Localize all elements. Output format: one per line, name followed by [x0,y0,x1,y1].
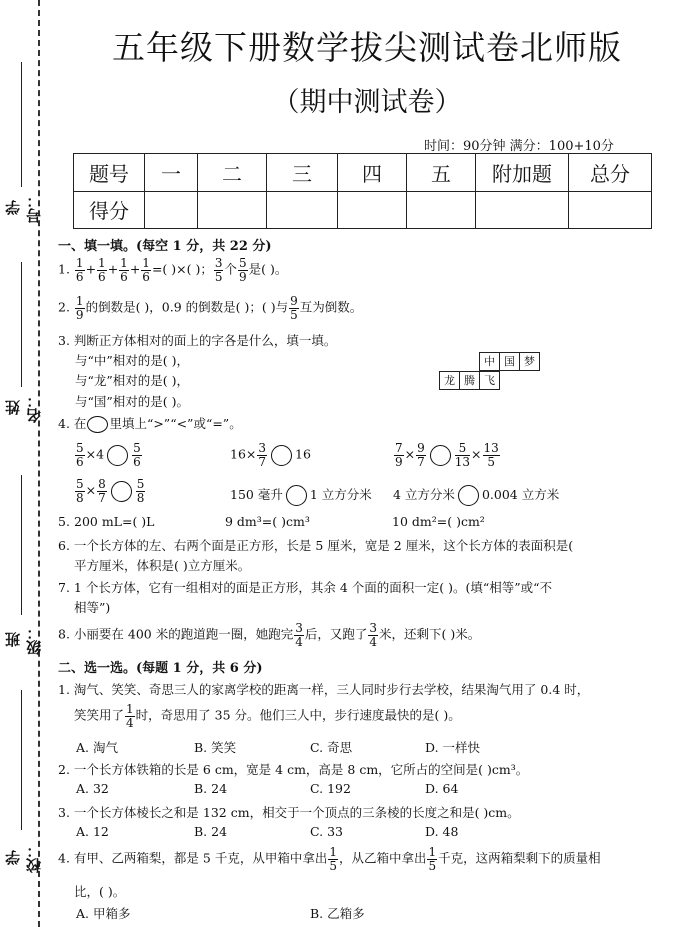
fraction: $\frac{1}{9}$ [75,294,84,322]
option[interactable]: C. 192 [310,781,351,796]
question-text: 一个长方体铁箱的长是 6 cm，宽是 4 cm，高是 8 cm，它所占的空间是( )cm³。 [73,762,529,777]
option[interactable]: B. 乙箱多 [310,906,365,921]
cube-face: 中 [479,352,500,371]
question-2-4-line2: 比，( )。 [74,884,126,899]
option[interactable]: C. 33 [310,824,343,839]
score-cell: 二 [198,154,267,192]
question-1-3-line1: 与“中”相对的是( )， [75,353,190,368]
question-2-4: 4. 有甲、乙两箱梨，都是 5 千克，从甲箱中拿出 $\frac{1}{5}$ ，从乙箱中拿出 $\frac{1}{5}$ 千克，这两箱梨剩下的质量相 [58,845,601,873]
answer-circle[interactable] [107,445,128,466]
score-input[interactable] [145,191,198,229]
compare-item: 16× $\frac{3}{7}$ 16 [230,441,311,469]
question-text: 的倒数是( )，0.9 的倒数是( )；( )与 [85,299,289,315]
name-label: 姓名： [4,393,43,423]
question-text: 一个长方体的左、右两个面是正方形，长是 5 厘米，宽是 2 厘米，这个长方体的表面积是( [73,538,574,553]
circle-icon [87,416,108,433]
score-input[interactable] [338,191,407,229]
option[interactable]: B. 24 [194,824,228,839]
class-label: 班级： [4,625,43,655]
question-text: 1 个长方体，它有一组相对的面是正方形，其余 4 个面的面积一定( )。(填“相等”或“不 [73,580,553,595]
question-1-4: 4. 在 里填上“>”“<”或“=”。 [58,416,242,431]
question-2-1-line2: 笑笑用了 $\frac{1}{4}$ 时，奇思用了 35 分。他们三人中，步行速度最快的是( )。 [74,702,461,730]
question-1-1: 1. $\frac{1}{6}$ + $\frac{1}{6}$ + $\frac{1}{6}$ + $\frac{1}{6}$ =( )×( )； $\frac{3}{5}$ 个 $\frac{5}{9}$ 是( )。 [58,256,288,284]
question-text: 淘气、笑笑、奇思三人的家离学校的距离一样，三人同时步行去学校，结果淘气用了 0.4 时， [73,682,590,697]
answer-circle[interactable] [111,481,132,502]
option[interactable]: A. 淘气 [76,740,118,755]
option[interactable]: B. 24 [194,781,228,796]
question-1-6: 6. 一个长方体的左、右两个面是正方形，长是 5 厘米，宽是 2 厘米，这个长方体的表面积是( [58,538,574,553]
option[interactable]: A. 甲箱多 [76,906,131,921]
question-text: 里填上“>”“<”或“=”。 [109,416,242,431]
option[interactable]: C. 奇思 [310,740,353,755]
answer-circle[interactable] [271,445,292,466]
compare-item: 150 毫升 1 立方分米 [230,485,372,506]
question-1-7-line2: 相等”) [74,600,111,615]
compare-item: $\frac{5}{8}$ × $\frac{8}{7}$ $\frac{5}{8}$ [76,477,145,505]
page-subtitle: （期中测试卷） [272,87,462,118]
answer-circle[interactable] [458,485,479,506]
cube-face: 国 [499,352,520,371]
score-cell: 五 [407,154,476,192]
question-1-3-line3: 与“国”相对的是( )。 [75,394,190,409]
option[interactable]: D. 48 [425,824,459,839]
page-title: 五年级下册数学拔尖测试卷北师版 [112,28,622,67]
cube-face: 飞 [479,371,500,390]
cube-face: 梦 [519,352,540,371]
option[interactable]: A. 12 [76,824,109,839]
question-2-1: 1. 淘气、笑笑、奇思三人的家离学校的距离一样，三人同时步行去学校，结果淘气用了 0.4 时， [58,682,590,697]
question-1-2: 2. $\frac{1}{9}$ 的倒数是( )，0.9 的倒数是( )；( )与 $\frac{9}{5}$ 互为倒数。 [58,294,363,322]
option[interactable]: A. 32 [76,781,109,796]
student-id-label: 学号： [4,193,43,223]
cube-face: 龙 [439,371,460,390]
question-number: 1. [58,261,70,277]
question-text: 小丽要在 400 米的跑道跑一圈，她跑完 [73,626,294,642]
score-input[interactable] [198,191,267,229]
score-cell: 附加题 [476,154,569,192]
school-line [21,690,22,830]
question-2-2: 2. 一个长方体铁箱的长是 6 cm，宽是 4 cm，高是 8 cm，它所占的空间是( )cm³。 [58,762,529,777]
compare-item: $\frac{5}{6}$ ×4 $\frac{5}{6}$ [76,441,141,469]
question-1-5b: 9 dm³=( )cm³ [225,514,310,529]
student-id-line [21,62,22,187]
answer-circle[interactable] [430,445,451,466]
option[interactable]: D. 一样快 [425,740,481,755]
option[interactable]: D. 64 [425,781,459,796]
question-text: =( )×( )； [151,261,213,277]
cube-face: 腾 [459,371,480,390]
score-table [73,153,652,229]
option[interactable]: B. 笑笑 [194,740,237,755]
score-input[interactable] [407,191,476,229]
compare-item: 4 立方分米 0.004 立方米 [393,485,559,506]
question-1-5c: 10 dm²=( )cm² [392,514,485,529]
time-info: 时间：90分钟 满分：100+10分 [424,139,614,154]
score-input[interactable] [267,191,338,229]
question-1-6-line2: 平方厘米，体积是( )立方厘米。 [74,558,251,573]
section2-title: 二、选一选。(每题 1 分，共 6 分) [58,661,263,676]
question-1-8: 8. 小丽要在 400 米的跑道跑一圈，她跑完 $\frac{3}{4}$ 后，又跑了 $\frac{3}{4}$ 米，还剩下( )米。 [58,621,481,649]
question-2-3: 3. 一个长方体棱长之和是 132 cm，相交于一个顶点的三条棱的长度之和是( )cm。 [58,805,520,820]
question-1-5-num: 5. [58,514,70,529]
question-text: 判断正方体相对的面上的字各是什么，填一填。 [73,333,337,348]
question-text: 一个长方体棱长之和是 132 cm，相交于一个顶点的三条棱的长度之和是( )cm。 [73,805,520,820]
question-1-3: 3. 判断正方体相对的面上的字各是什么，填一填。 [58,333,337,348]
cut-line [38,0,40,927]
name-line [21,262,22,387]
score-cell: 总分 [569,154,652,192]
score-cell: 四 [338,154,407,192]
question-1-5a: 200 mL=( )L [74,514,155,529]
school-label: 学校： [4,843,43,873]
question-1-7: 7. 1 个长方体，它有一组相对的面是正方形，其余 4 个面的面积一定( )。(填“相等”或“不 [58,580,553,595]
score-table-header-row [74,154,652,192]
score-cell: 三 [267,154,338,192]
answer-circle[interactable] [286,485,307,506]
fraction: $\frac{1}{6}$ [75,256,84,284]
score-label: 得分 [74,191,145,229]
question-1-3-line2: 与“龙”相对的是( )， [75,373,190,388]
score-cell: 一 [145,154,198,192]
question-text: 有甲、乙两箱梨，都是 5 千克，从甲箱中拿出 [73,850,328,866]
score-input[interactable] [476,191,569,229]
score-table-score-row [74,191,652,229]
score-input[interactable] [569,191,652,229]
section1-title: 一、填一填。(每空 1 分，共 22 分) [58,239,272,254]
compare-item: $\frac{7}{9}$ × $\frac{9}{7}$ $\frac{5}{13}$ × $\frac{13}{5}$ [395,441,499,469]
score-cell: 题号 [74,154,145,192]
binding-strip [0,0,48,927]
class-line [21,475,22,615]
